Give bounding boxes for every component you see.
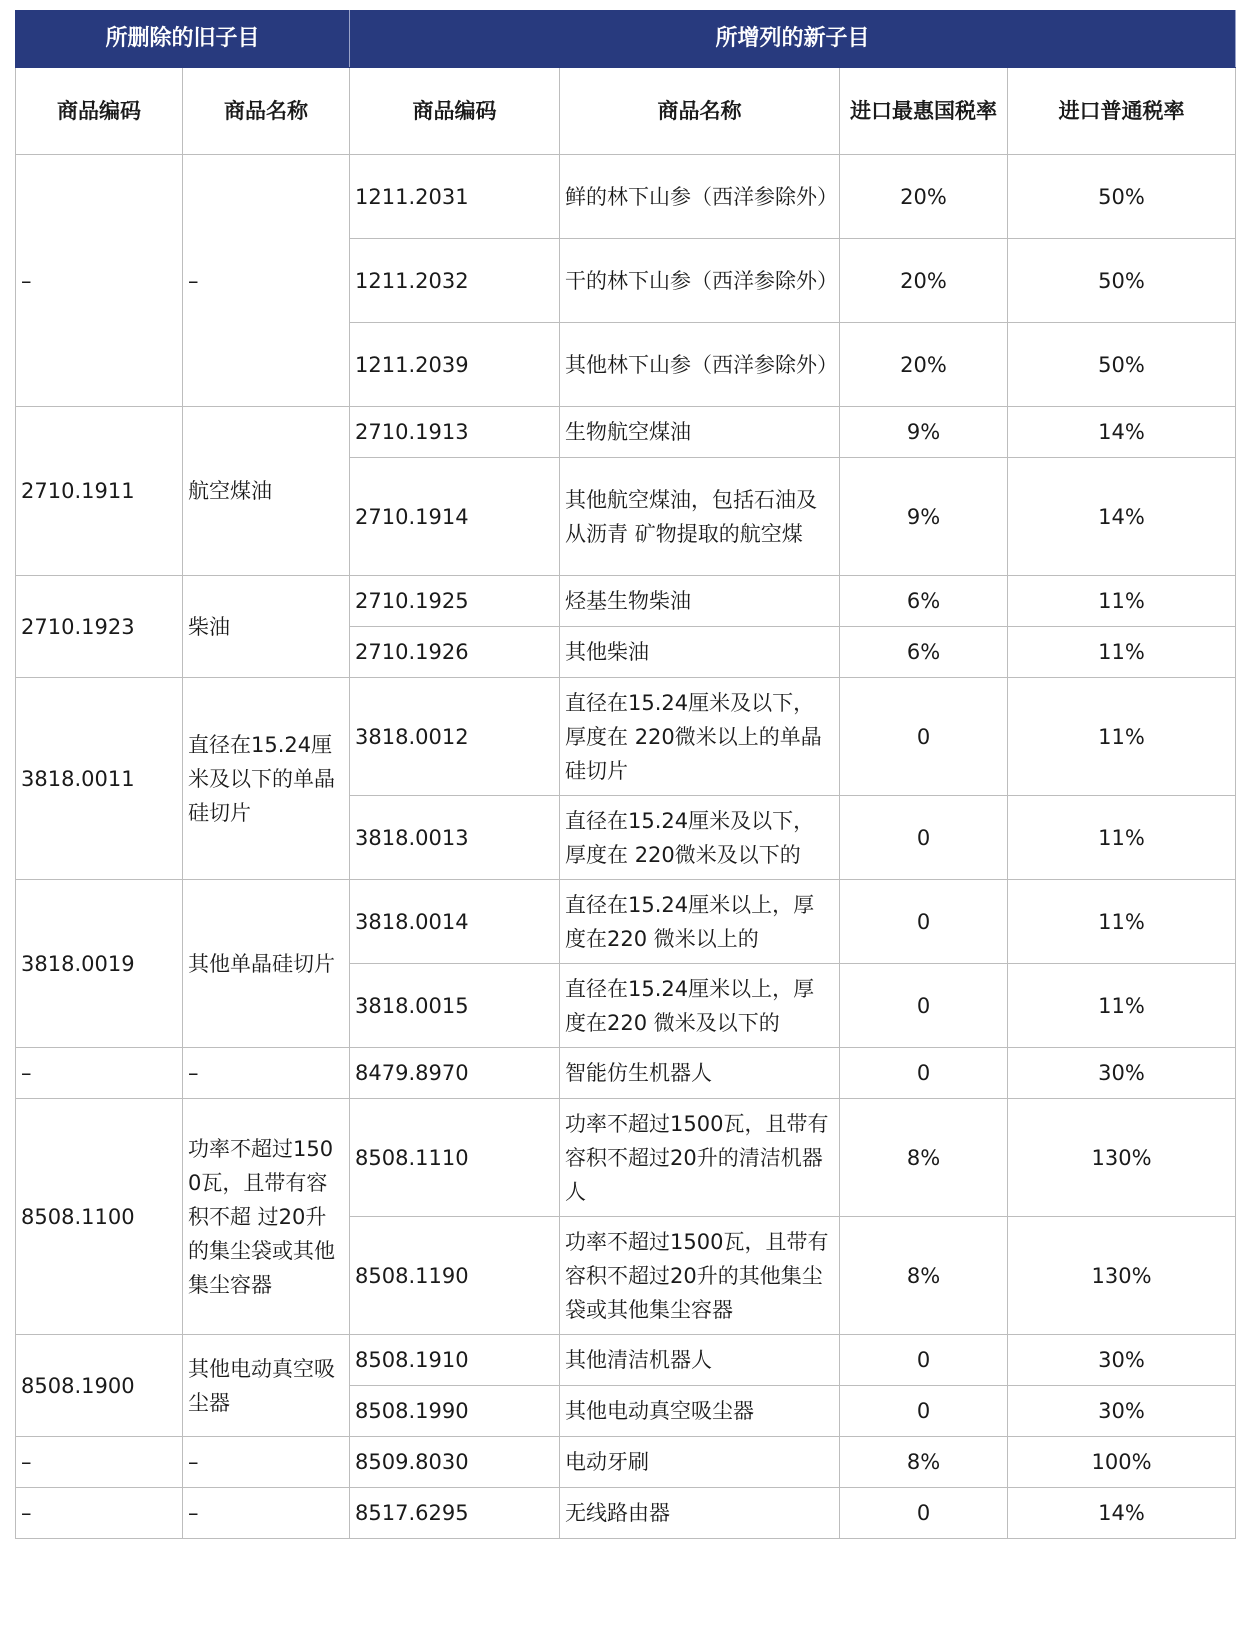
old-name-cell: –	[183, 1437, 350, 1488]
mfn-rate-cell: 0	[840, 880, 1008, 964]
general-rate-cell: 11%	[1008, 576, 1236, 627]
table-row	[16, 1335, 1236, 1386]
column-header-row	[16, 68, 1236, 155]
new-code-cell: 8508.1190	[350, 1217, 560, 1335]
col-mfn-rate-header: 进口最惠国税率	[840, 68, 1008, 155]
old-name-cell: 直径在15.24厘米及以下的单晶硅切片	[183, 678, 350, 880]
old-code-cell: –	[16, 155, 183, 407]
new-code-cell: 1211.2032	[350, 239, 560, 323]
new-code-cell: 8508.1910	[350, 1335, 560, 1386]
old-name-cell: 航空煤油	[183, 407, 350, 576]
general-rate-cell: 11%	[1008, 880, 1236, 964]
general-rate-cell: 11%	[1008, 627, 1236, 678]
old-code-cell: 8508.1100	[16, 1099, 183, 1335]
table-row	[16, 1488, 1236, 1539]
col-old-name-header: 商品名称	[183, 68, 350, 155]
general-rate-cell: 130%	[1008, 1217, 1236, 1335]
mfn-rate-cell: 9%	[840, 407, 1008, 458]
deleted-group-header: 所删除的旧子目	[16, 11, 350, 68]
table-row	[16, 678, 1236, 796]
col-new-code-header: 商品编码	[350, 68, 560, 155]
old-name-cell: 柴油	[183, 576, 350, 678]
general-rate-cell: 14%	[1008, 407, 1236, 458]
table-row	[16, 1048, 1236, 1099]
mfn-rate-cell: 8%	[840, 1099, 1008, 1217]
mfn-rate-cell: 0	[840, 796, 1008, 880]
new-name-cell: 功率不超过1500瓦，且带有容积不超过20升的其他集尘袋或其他集尘容器	[560, 1217, 840, 1335]
general-rate-cell: 30%	[1008, 1386, 1236, 1437]
mfn-rate-cell: 0	[840, 678, 1008, 796]
general-rate-cell: 11%	[1008, 964, 1236, 1048]
new-name-cell: 鲜的林下山参（西洋参除外）	[560, 155, 840, 239]
new-code-cell: 8508.1110	[350, 1099, 560, 1217]
new-name-cell: 直径在15.24厘米以上，厚度在220 微米以上的	[560, 880, 840, 964]
new-code-cell: 3818.0012	[350, 678, 560, 796]
old-code-cell: –	[16, 1488, 183, 1539]
old-code-cell: 3818.0011	[16, 678, 183, 880]
new-name-cell: 直径在15.24厘米以上，厚度在220 微米及以下的	[560, 964, 840, 1048]
mfn-rate-cell: 0	[840, 964, 1008, 1048]
mfn-rate-cell: 0	[840, 1386, 1008, 1437]
mfn-rate-cell: 8%	[840, 1437, 1008, 1488]
new-code-cell: 8509.8030	[350, 1437, 560, 1488]
new-code-cell: 2710.1926	[350, 627, 560, 678]
new-code-cell: 3818.0013	[350, 796, 560, 880]
table-row	[16, 1437, 1236, 1488]
old-code-cell: 2710.1911	[16, 407, 183, 576]
new-code-cell: 2710.1925	[350, 576, 560, 627]
general-rate-cell: 30%	[1008, 1335, 1236, 1386]
table-row	[16, 407, 1236, 458]
mfn-rate-cell: 20%	[840, 323, 1008, 407]
new-name-cell: 无线路由器	[560, 1488, 840, 1539]
new-name-cell: 其他航空煤油，包括石油及从沥青 矿物提取的航空煤	[560, 458, 840, 576]
new-code-cell: 3818.0015	[350, 964, 560, 1048]
new-name-cell: 功率不超过1500瓦，且带有容积不超过20升的清洁机器人	[560, 1099, 840, 1217]
mfn-rate-cell: 20%	[840, 239, 1008, 323]
table-body	[16, 155, 1236, 1539]
table-row	[16, 1099, 1236, 1217]
new-code-cell: 1211.2039	[350, 323, 560, 407]
mfn-rate-cell: 6%	[840, 576, 1008, 627]
mfn-rate-cell: 20%	[840, 155, 1008, 239]
general-rate-cell: 14%	[1008, 458, 1236, 576]
old-name-cell: –	[183, 155, 350, 407]
table-row	[16, 576, 1236, 627]
old-name-cell: –	[183, 1048, 350, 1099]
general-rate-cell: 50%	[1008, 155, 1236, 239]
old-code-cell: –	[16, 1048, 183, 1099]
mfn-rate-cell: 0	[840, 1048, 1008, 1099]
new-name-cell: 其他柴油	[560, 627, 840, 678]
mfn-rate-cell: 0	[840, 1488, 1008, 1539]
general-rate-cell: 11%	[1008, 796, 1236, 880]
table-row	[16, 880, 1236, 964]
new-code-cell: 2710.1914	[350, 458, 560, 576]
old-name-cell: –	[183, 1488, 350, 1539]
new-code-cell: 8508.1990	[350, 1386, 560, 1437]
mfn-rate-cell: 6%	[840, 627, 1008, 678]
general-rate-cell: 11%	[1008, 678, 1236, 796]
new-name-cell: 烃基生物柴油	[560, 576, 840, 627]
general-rate-cell: 50%	[1008, 323, 1236, 407]
col-old-code-header: 商品编码	[16, 68, 183, 155]
added-group-header: 所增列的新子目	[350, 11, 1236, 68]
new-code-cell: 2710.1913	[350, 407, 560, 458]
new-name-cell: 直径在15.24厘米及以下，厚度在 220微米及以下的	[560, 796, 840, 880]
new-code-cell: 3818.0014	[350, 880, 560, 964]
col-new-name-header: 商品名称	[560, 68, 840, 155]
mfn-rate-cell: 9%	[840, 458, 1008, 576]
new-name-cell: 其他电动真空吸尘器	[560, 1386, 840, 1437]
new-name-cell: 电动牙刷	[560, 1437, 840, 1488]
general-rate-cell: 50%	[1008, 239, 1236, 323]
tariff-table	[15, 10, 1236, 1539]
new-code-cell: 8479.8970	[350, 1048, 560, 1099]
old-code-cell: –	[16, 1437, 183, 1488]
new-name-cell: 直径在15.24厘米及以下，厚度在 220微米以上的单晶硅切片	[560, 678, 840, 796]
new-code-cell: 1211.2031	[350, 155, 560, 239]
general-rate-cell: 130%	[1008, 1099, 1236, 1217]
old-code-cell: 8508.1900	[16, 1335, 183, 1437]
mfn-rate-cell: 0	[840, 1335, 1008, 1386]
general-rate-cell: 100%	[1008, 1437, 1236, 1488]
col-general-rate-header: 进口普通税率	[1008, 68, 1236, 155]
general-rate-cell: 14%	[1008, 1488, 1236, 1539]
new-name-cell: 生物航空煤油	[560, 407, 840, 458]
new-name-cell: 其他清洁机器人	[560, 1335, 840, 1386]
new-name-cell: 干的林下山参（西洋参除外）	[560, 239, 840, 323]
old-name-cell: 功率不超过1500瓦，且带有容积不超 过20升的集尘袋或其他集尘容器	[183, 1099, 350, 1335]
old-code-cell: 2710.1923	[16, 576, 183, 678]
group-header-row	[16, 11, 1236, 68]
old-name-cell: 其他单晶硅切片	[183, 880, 350, 1048]
mfn-rate-cell: 8%	[840, 1217, 1008, 1335]
general-rate-cell: 30%	[1008, 1048, 1236, 1099]
new-code-cell: 8517.6295	[350, 1488, 560, 1539]
old-name-cell: 其他电动真空吸尘器	[183, 1335, 350, 1437]
new-name-cell: 其他林下山参（西洋参除外）	[560, 323, 840, 407]
old-code-cell: 3818.0019	[16, 880, 183, 1048]
new-name-cell: 智能仿生机器人	[560, 1048, 840, 1099]
table-row	[16, 155, 1236, 239]
